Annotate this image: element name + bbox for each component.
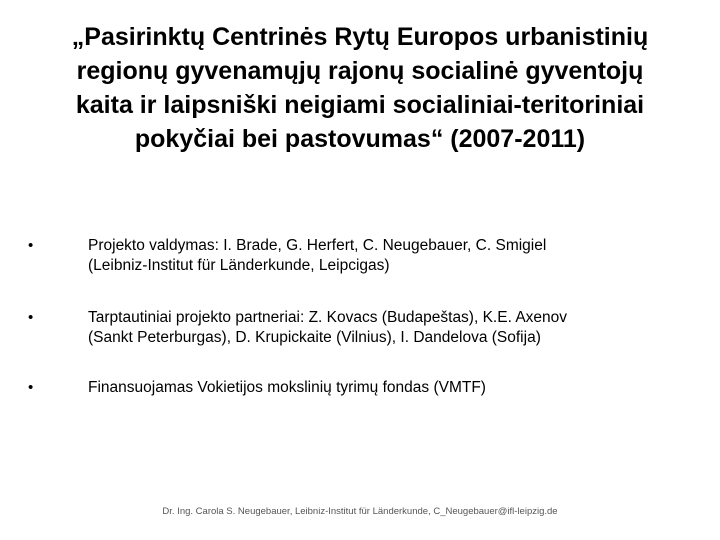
- slide-footer: Dr. Ing. Carola S. Neugebauer, Leibniz-Institut für Länderkunde, C_Neugebauer@ifl-leipzig.de: [162, 506, 558, 517]
- title-line: kaita ir laipsniški neigiami socialiniai-teritoriniai: [75, 91, 645, 119]
- bullet-icon: •: [28, 309, 34, 326]
- title-line: „Pasirinktų Centrinės Rytų Europos urbanistinių: [71, 23, 649, 51]
- bullet-text-line: Finansuojamas Vokietijos mokslinių tyrimų fondas (VMTF): [88, 379, 486, 396]
- bullet-text-line: (Sankt Peterburgas), D. Krupickaite (Vilnius), I. Dandelova (Sofija): [88, 329, 541, 346]
- bullet-text-line: Tarptautiniai projekto partneriai: Z. Kovacs (Budapeštas), K.E. Axenov: [88, 309, 568, 326]
- slide-title: [40, 20, 680, 156]
- title-line: regionų gyvenamųjų rajonų socialinė gyventojų: [76, 57, 644, 85]
- bullet-text-line: Projekto valdymas: I. Brade, G. Herfert, C. Neugebauer, C. Smigiel: [88, 237, 547, 254]
- bullet-icon: •: [28, 237, 34, 254]
- bullet-item-partners: [28, 308, 688, 348]
- title-line: pokyčiai bei pastovumas“ (2007-2011): [134, 125, 586, 153]
- bullet-item-project-management: [28, 236, 688, 276]
- bullet-text-line: (Leibniz-Institut für Länderkunde, Leipcigas): [88, 257, 390, 274]
- bullet-item-funding: [28, 378, 688, 398]
- bullet-icon: •: [28, 379, 34, 396]
